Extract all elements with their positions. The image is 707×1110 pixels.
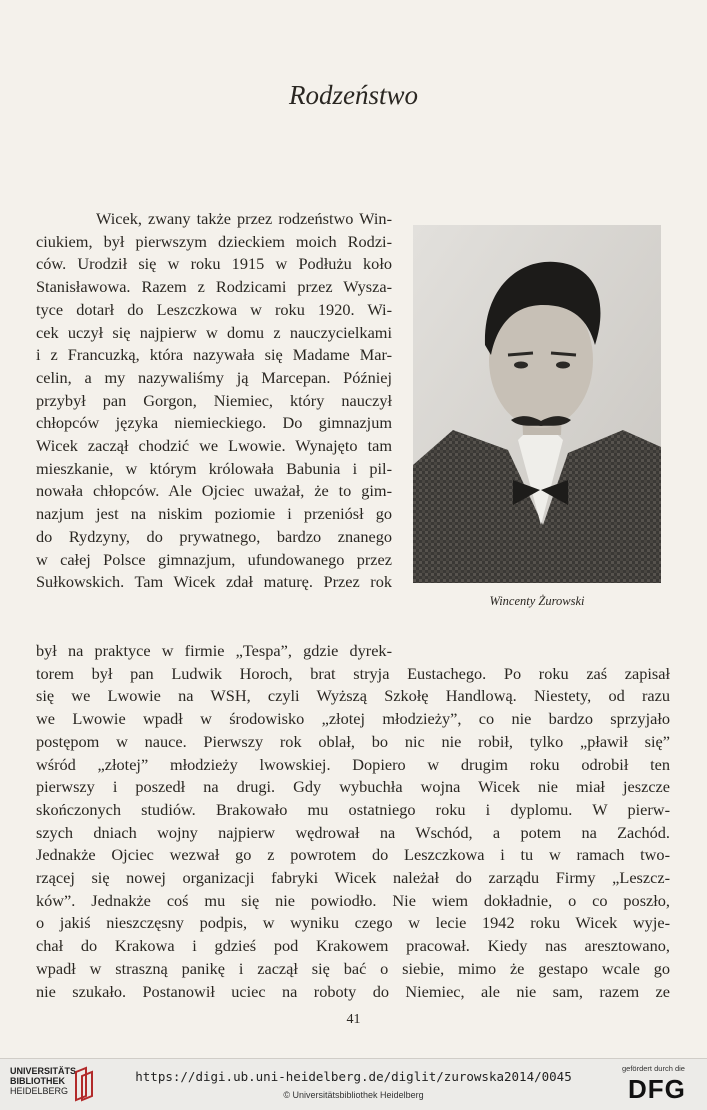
- text-line: i z Francuzką, która nazywała się Madame Mar-: [36, 345, 392, 365]
- text-line: chał do Krakowa i gdzieś pod Krakowem pracował. Kiedy nas aresztowano,: [36, 936, 670, 956]
- text-line: do Rydzyny, do prywatnego, bardzo znanego: [36, 526, 392, 546]
- copyright-notice: © Universitätsbibliothek Heidelberg: [283, 1090, 424, 1100]
- chapter-title: Rodzeństwo: [288, 80, 418, 110]
- text-line: przybył pan Gorgon, Niemiec, który nauczył: [36, 390, 392, 410]
- text-line: celin, a my nazywaliśmy ją Marcepan. Później: [36, 367, 392, 387]
- text-line: cek uczył się najpierw w domu z nauczycielkami: [36, 322, 392, 342]
- page-number: 41: [346, 1012, 361, 1027]
- text-line: chłopców języka niemieckiego. Do gimnazjum: [36, 413, 392, 433]
- full-width-paragraph: [36, 640, 670, 1003]
- text-line: ków”. Jednakże coś mu się nie powiodło. Nie wiem dokładnie, o co poszło,: [36, 890, 670, 910]
- photo-caption: Wincenty Żurowski: [489, 594, 585, 608]
- document-url[interactable]: https://digi.ub.uni-heidelberg.de/diglit/zurowska2014/0045: [135, 1069, 572, 1084]
- text-line: się we Lwowie na WSH, czyli Wyższą Szkołę Handlową. Niestety, od razu: [36, 686, 670, 706]
- column-paragraph: [36, 208, 392, 594]
- text-line: Jednakże Ojciec wezwał go z powrotem do Leszczkowa i tu w ramach two-: [36, 845, 670, 865]
- portrait-illustration: [413, 225, 661, 583]
- text-line: nowała chłopców. Ale Ojciec uważał, że to gim-: [36, 481, 392, 501]
- text-line: pierwszy i poszedł na drugi. Gdy wybuchła wojna Wicek nie miał jeszcze: [36, 777, 670, 797]
- dfg-logo: DFG: [628, 1074, 686, 1104]
- portrait-photo: [413, 225, 661, 583]
- text-line: mieszkanie, w którym królowała Babunia i pil-: [36, 458, 392, 478]
- text-line: w całej Polsce gimnazjum, ufundowanego przez: [36, 549, 392, 569]
- library-line: HEIDELBERG: [10, 1086, 69, 1096]
- text-line: rzącej się nowej organizacji fabryki Wicek należał do zarządu Firmy „Leszcz-: [36, 868, 670, 888]
- text-line: Wicek, zwany także przez rodzeństwo Win-: [96, 209, 392, 228]
- library-line: BIBLIOTHEK: [10, 1076, 65, 1086]
- text-line: nazjum jest na niskim poziomie i przeniósł go: [36, 504, 392, 524]
- funding-label: gefördert durch die: [622, 1064, 685, 1073]
- text-line: Stanisławowa. Razem z Rodzicami przez Wysza-: [36, 277, 392, 297]
- text-line: Wicek zaczął chodzić we Lwowie. Wynajęto tam: [36, 436, 392, 456]
- text-line: we Lwowie wpadł w środowisko „złotej młodzieży”, co nie bardzo sprzyjało: [36, 709, 670, 729]
- text-line: ciukiem, był pierwszym dzieckiem moich Rodzi-: [36, 231, 392, 251]
- text-line: był na praktyce w firmie „Tespa”, gdzie dyrek-: [36, 641, 392, 660]
- viewer-footer: [0, 1058, 707, 1110]
- bleed-through-text: [245, 26, 395, 38]
- text-line: torem był pan Ludwik Horoch, brat stryja Eustachego. Po roku zaś zapisał: [36, 663, 670, 683]
- text-line: tyce dotarł do Leszczkowa w roku 1920. Wi-: [36, 299, 392, 319]
- library-line: UNIVERSITÄTS-: [10, 1066, 80, 1076]
- text-line: o jakiś nieszczęsny podpis, w wyniku czego w lecie 1942 roku Wicek wyje-: [36, 913, 670, 933]
- text-line: Sułkowskich. Tam Wicek zdał maturę. Przez rok: [36, 572, 392, 592]
- text-line: wpadł w straszną panikę i zaczął się bać o siebie, mimo że gestapo wcale go: [36, 958, 670, 978]
- text-line: nie szukało. Postanowił uciec na roboty do Niemiec, ale nie sam, razem ze: [36, 981, 670, 1001]
- text-line: wśród „złotej” młodzieży lwowskiej. Dopiero w drugim roku odrobił ten: [36, 754, 670, 774]
- text-line: szych dniach wojny najpierw wędrował na Wschód, a potem na Zachód.: [36, 822, 670, 842]
- text-line: postępom w nauce. Pierwszy rok oblał, bo nic nie robił, tylko „pławił się”: [36, 731, 670, 751]
- text-line: ców. Urodził się w roku 1915 w Podłużu koło: [36, 254, 392, 274]
- text-line: skończonych studiów. Brakowało mu ostatniego roku i dyplomu. W pierw-: [36, 799, 670, 819]
